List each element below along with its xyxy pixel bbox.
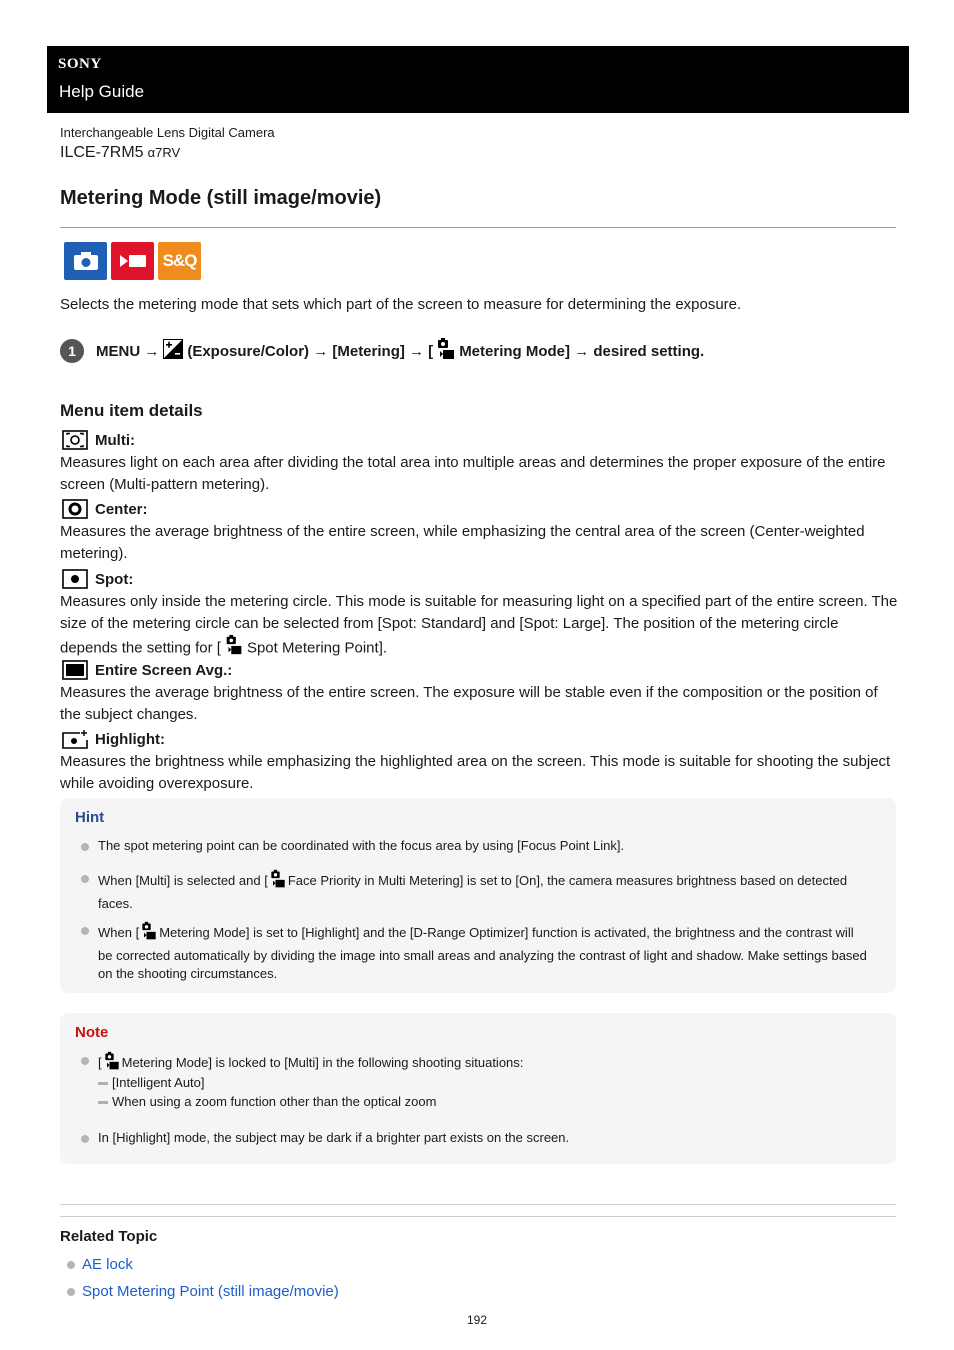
still-movie-icon (270, 869, 286, 895)
slow-quick-icon: S&Q (158, 242, 201, 280)
footer-divider (60, 1216, 896, 1217)
model-alias: α7RV (147, 145, 181, 160)
footer-divider (60, 1204, 896, 1205)
related-link-ae-lock[interactable]: AE lock (67, 1256, 133, 1273)
item-description (60, 591, 900, 663)
camera-icon (64, 242, 107, 280)
note-sub-item: [Intelligent Auto] (98, 1075, 205, 1090)
item-label: Highlight: (95, 730, 165, 748)
item-description: Measures the average brightness of the entire screen. The exposure will be stable even if the composition or the position of the subject changes. (60, 684, 878, 723)
page-title: Metering Mode (still image/movie) (60, 187, 382, 209)
center-metering-icon (62, 499, 88, 519)
note-sub-item: When using a zoom function other than the optical zoom (98, 1094, 436, 1109)
still-movie-icon (437, 337, 455, 365)
page-number: 192 (466, 1313, 488, 1327)
item-highlight (60, 728, 900, 794)
exposure-color-icon (163, 339, 183, 363)
item-entire-screen-avg (60, 659, 900, 725)
hint-text: The spot metering point can be coordinated with the focus area by using [Focus Point Link]. (98, 838, 625, 853)
still-movie-icon (141, 921, 157, 947)
multi-metering-icon (62, 430, 88, 450)
item-label: Entire Screen Avg.: (95, 661, 233, 679)
note-title: Note (75, 1024, 109, 1041)
item-center (60, 498, 900, 564)
spot-metering-icon (62, 569, 88, 589)
hint-item (81, 869, 871, 913)
note-item (81, 1129, 871, 1148)
help-guide-title[interactable]: Help Guide (59, 82, 145, 101)
brand-logo: SONY (58, 56, 102, 72)
model-code: ILCE-7RM5 (60, 144, 144, 161)
shooting-mode-icons (64, 242, 201, 280)
item-description: Measures light on each area after dividing the total area into multiple areas and determines the proper exposure of the entire screen (Multi-pattern metering). (60, 454, 886, 493)
header-bar (47, 46, 909, 113)
spot-desc-part1: Measures only inside the metering circle. This mode is suitable for measuring light on a specified part of the entire screen. The size of the metering circle can be selected from [Spot: Standard] and [Spot: Large]. The position of the metering circle depends the setting for [ (60, 593, 898, 657)
hint-item (81, 837, 871, 856)
entire-screen-avg-icon (62, 660, 88, 680)
title-divider (60, 227, 896, 228)
hint-box (60, 798, 896, 993)
section-heading: Menu item details (60, 401, 203, 420)
item-multi (60, 429, 900, 495)
item-description: Measures the average brightness of the entire screen, while emphasizing the central area of the screen (Center-weighted metering). (60, 523, 865, 562)
note-text: [ Metering Mode] is locked to [Multi] in the following shooting situations: (98, 1051, 871, 1077)
still-movie-icon (104, 1051, 120, 1077)
step-menu: MENU → (96, 342, 160, 360)
item-label: Spot: (95, 570, 134, 588)
product-line: Interchangeable Lens Digital Camera (60, 125, 275, 140)
note-box (60, 1013, 896, 1164)
item-spot (60, 568, 900, 663)
related-link-spot-metering-point[interactable]: Spot Metering Point (still image/movie) (67, 1283, 339, 1300)
note-item (81, 1051, 871, 1077)
item-label: Center: (95, 500, 148, 518)
item-description: Measures the brightness while emphasizing the highlighted area on the screen. This mode is suitable for shooting the subject while avoiding overexposure. (60, 753, 891, 792)
step-number: 1 (60, 339, 84, 363)
movie-icon (111, 242, 154, 280)
spot-desc-part2: Spot Metering Point]. (246, 639, 388, 657)
menu-path-step (60, 337, 704, 365)
item-label: Multi: (95, 431, 135, 449)
hint-title: Hint (75, 809, 105, 826)
step-setting: Metering Mode] → desired setting. (459, 342, 705, 360)
note-text: In [Highlight] mode, the subject may be dark if a brighter part exists on the screen. (98, 1130, 570, 1145)
hint-item (81, 921, 871, 984)
model-name (60, 144, 180, 162)
highlight-metering-icon (62, 729, 88, 749)
hint-text: When [Multi] is selected and [ Face Priority in Multi Metering] is set to [On], the camera measures brightness based on detected faces. (98, 869, 871, 913)
intro-text: Selects the metering mode that sets which part of the screen to measure for determining the exposure. (60, 296, 742, 313)
related-topic-title: Related Topic (60, 1228, 158, 1245)
step-path: (Exposure/Color) → [Metering] → [ (187, 342, 434, 360)
hint-text: When [ Metering Mode] is set to [Highlight] and the [D-Range Optimizer] function is activated, the brightness and the contrast will be corrected automatically by dividing the image into small areas and analyzing the contrast of light and shadow. Make settings based on the shooting circumstances. (98, 921, 871, 984)
